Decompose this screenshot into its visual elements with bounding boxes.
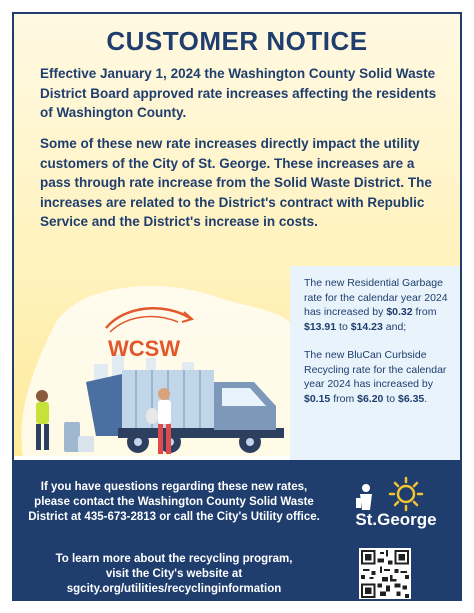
notice-paragraph-effective: Effective January 1, 2024 the Washington County Solid Waste District Board approved rate increases affecting the residents of Washington County. — [40, 66, 437, 120]
residential-new-rate: $14.23 — [350, 320, 383, 333]
residential-old-rate: $13.91 — [304, 320, 337, 333]
rate-increase-box — [290, 266, 462, 460]
recycling-program-text: To learn more about the recycling program, visit the City's website at sgcity.org/utilities/recyclinginformation — [24, 552, 324, 597]
residential-increase-amount: $0.32 — [386, 306, 413, 318]
sun-icon — [390, 478, 422, 510]
customer-notice-flyer — [12, 12, 462, 601]
st-george-logo-text: St.George — [355, 510, 437, 529]
wcsw-logo-text: WCSW — [108, 336, 181, 361]
recycling-rate-text: The new BluCan Curbside Recycling rate for the calendar year 2024 has increased by $0.15 from $6.20 to $6.35. — [304, 349, 447, 405]
recycling-increase-amount: $0.15 — [304, 392, 331, 405]
qr-code[interactable] — [359, 548, 411, 600]
notice-paragraph-details: Some of these new rate increases directly impact the utility customers of the City of St. George. These increases are a pass through rate increase from the Solid Waste District. The increases are related to the District's contract with Republic Service and the District's increase in costs. — [40, 136, 432, 229]
recycling-website-link[interactable]: sgcity.org/utilities/recyclinginformation — [66, 583, 282, 595]
recycling-old-rate: $6.20 — [357, 392, 384, 405]
residential-rate-text: The new Residential Garbage rate for the calendar year 2024 has increased by $0.32 from $13.91 to $14.23 and; — [304, 277, 448, 333]
recycling-new-rate: $6.35 — [398, 392, 425, 405]
contact-text: If you have questions regarding these new rates, please contact the Washington County Solid Waste District at 435-673-2813 or call the City's Utility office. — [28, 481, 320, 523]
notice-title: CUSTOMER NOTICE — [106, 26, 368, 56]
person-recycling-icon — [356, 484, 372, 510]
contact-footer — [14, 460, 462, 601]
